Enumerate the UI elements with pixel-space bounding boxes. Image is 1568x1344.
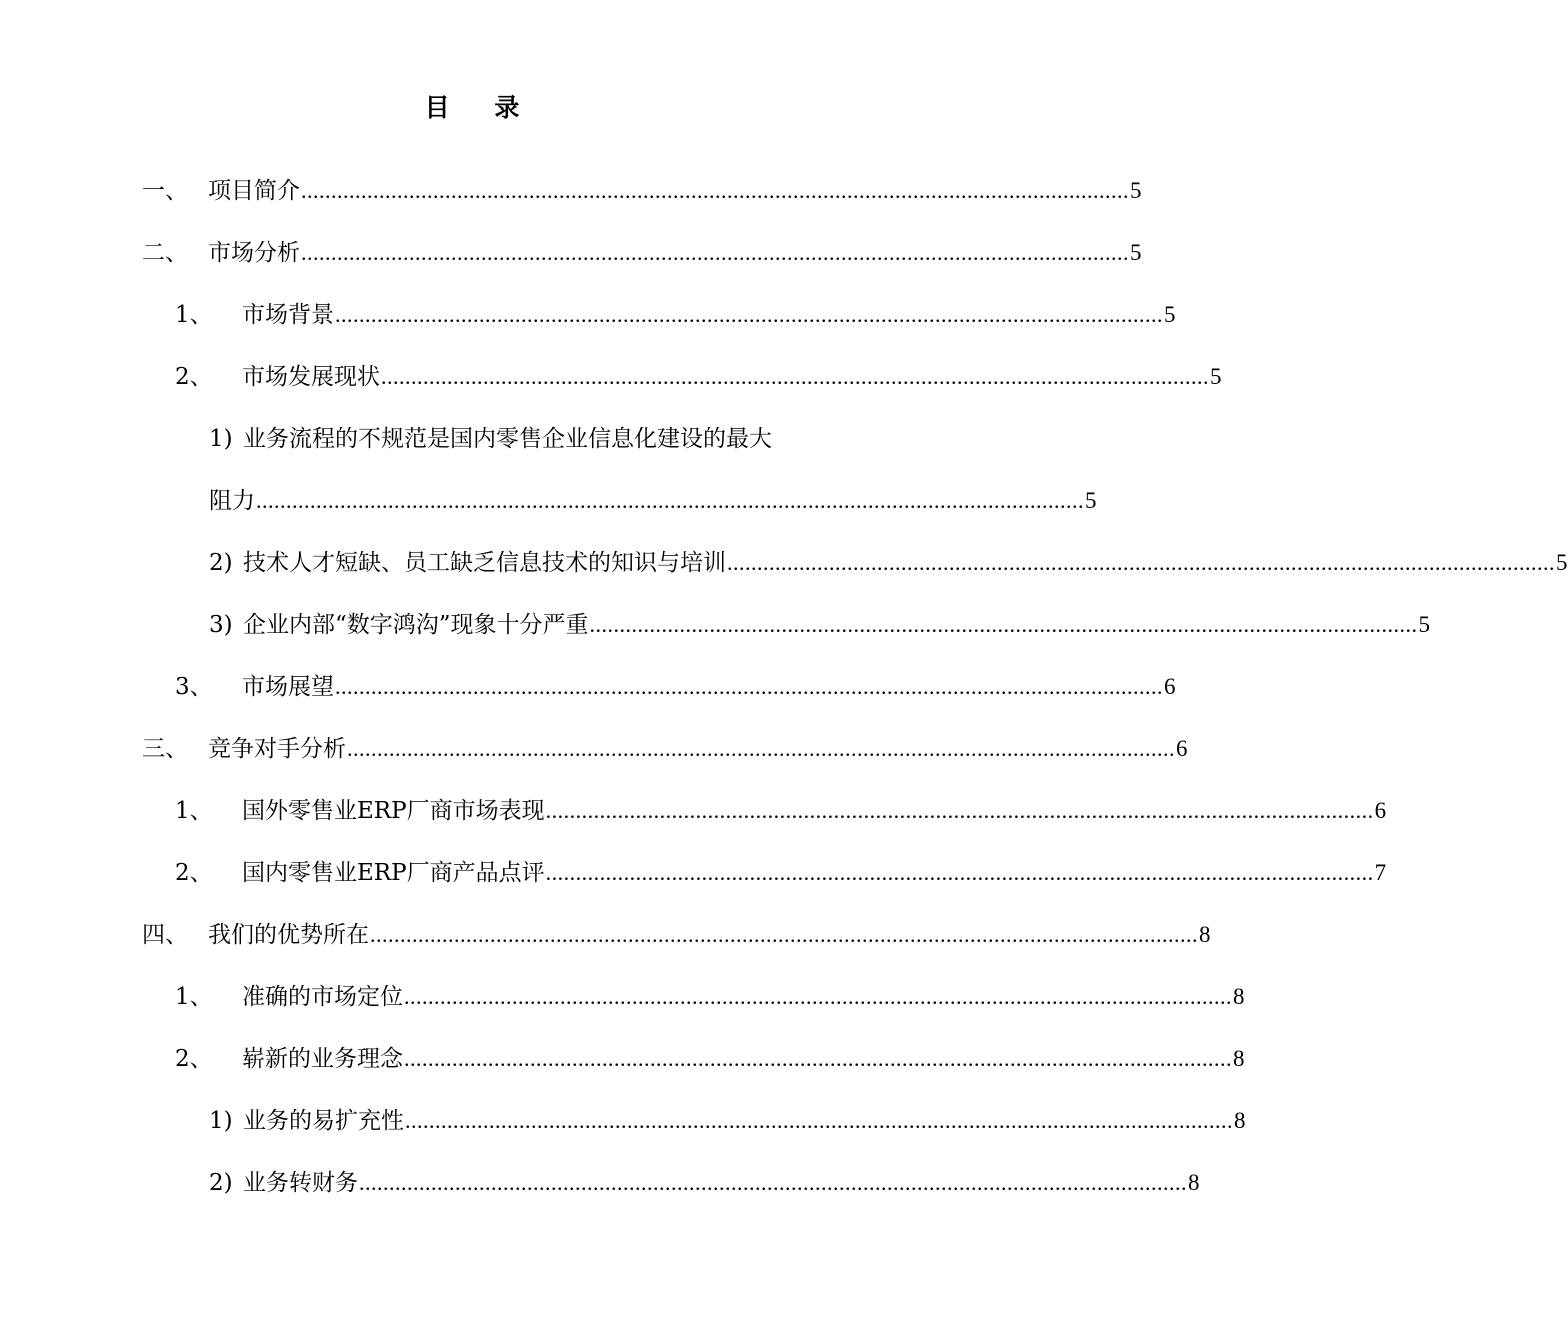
toc-entry-title: 业务流程的不规范是国内零售企业信息化建设的最大 [243, 426, 772, 452]
toc-entry[interactable] [142, 228, 1142, 268]
toc-entry-page: 7 [1374, 860, 1387, 885]
toc-entry-title-continuation: 阻力 [209, 488, 255, 514]
toc-entry-title: 市场发展现状 [242, 364, 380, 390]
toc-entry-title: 竞争对手分析 [208, 736, 346, 762]
toc-entry[interactable] [175, 352, 1222, 392]
toc-entry-number: 1、 [175, 984, 213, 1010]
toc-dot-leader: .......................................................................................................................................... [545, 798, 1374, 823]
toc-entry-first-line[interactable] [209, 414, 772, 454]
toc-entry[interactable] [142, 910, 1211, 950]
toc-entry-page: 8 [1233, 1046, 1245, 1071]
toc-entry[interactable] [209, 600, 1431, 640]
toc-entry-page: 5 [1130, 240, 1142, 265]
toc-entry[interactable] [175, 1034, 1245, 1074]
toc-entry-number: 二、 [142, 240, 188, 266]
toc-entry-number: 2、 [175, 364, 213, 390]
toc-entry-title: 国内零售业ERP厂商产品点评 [242, 860, 545, 886]
toc-dot-leader: .......................................................................................................................................... [256, 488, 1084, 513]
toc-entry-number: 三、 [142, 736, 188, 762]
toc-entry-page: 8 [1234, 1108, 1246, 1133]
toc-entry[interactable] [209, 1158, 1200, 1198]
toc-entry-number: 一、 [142, 178, 188, 204]
toc-entry-number: 1、 [175, 798, 213, 824]
toc-entry-title: 我们的优势所在 [208, 922, 369, 948]
toc-entry-page: 8 [1199, 922, 1211, 947]
toc-entry-number: 3、 [175, 674, 213, 700]
toc-entry-page: 5 [1130, 178, 1142, 203]
toc-entry-page: 6 [1374, 798, 1387, 823]
toc-entry[interactable] [175, 848, 1387, 888]
toc-entry-title: 业务转财务 [243, 1170, 358, 1196]
toc-dot-leader: .......................................................................................................................................... [370, 922, 1198, 947]
toc-entry-number: 1、 [175, 302, 213, 328]
toc-dot-leader: .......................................................................................................................................... [381, 364, 1209, 389]
toc-entry-number: 2、 [175, 860, 213, 886]
toc-entry[interactable] [209, 538, 1568, 578]
toc-entry-number: 2) [209, 550, 233, 576]
toc-entry-title: 准确的市场定位 [242, 984, 403, 1010]
toc-dot-leader: .......................................................................................................................................... [335, 302, 1163, 327]
toc-entry[interactable] [175, 972, 1245, 1012]
toc-entry[interactable] [175, 290, 1176, 330]
toc-entry-title: 市场背景 [242, 302, 334, 328]
toc-entry-page: 5 [1085, 488, 1097, 513]
toc-entry-page: 5 [1210, 364, 1222, 389]
toc-entry-page: 5 [1556, 550, 1568, 575]
toc-entry-page: 6 [1176, 736, 1188, 761]
toc-entry-number: 四、 [142, 922, 188, 948]
toc-entry-number: 2) [209, 1170, 233, 1196]
toc-dot-leader: .......................................................................................................................................... [335, 674, 1163, 699]
toc-dot-leader: .......................................................................................................................................... [404, 984, 1232, 1009]
toc-entry[interactable] [175, 786, 1387, 826]
toc-dot-leader: .......................................................................................................................................... [727, 550, 1555, 575]
toc-entry-title: 业务的易扩充性 [243, 1108, 404, 1134]
toc-entry-number: 1) [209, 1108, 233, 1134]
toc-entry-page: 8 [1233, 984, 1245, 1009]
toc-entry[interactable] [142, 724, 1188, 764]
toc-entry-continuation[interactable] [209, 476, 1097, 516]
toc-entry-number: 2、 [175, 1046, 213, 1072]
toc-entry-title: 企业内部“数字鸿沟”现象十分严重 [243, 612, 589, 638]
toc-entry-page: 5 [1418, 612, 1431, 637]
toc-entry-number: 1) [209, 426, 233, 452]
toc-entry-title: 技术人才短缺、员工缺乏信息技术的知识与培训 [243, 550, 726, 576]
toc-dot-leader: .......................................................................................................................................... [405, 1108, 1233, 1133]
toc-dot-leader: .......................................................................................................................................... [301, 178, 1129, 203]
toc-dot-leader: .......................................................................................................................................... [404, 1046, 1232, 1071]
toc-entry[interactable] [209, 1096, 1246, 1136]
toc-entry[interactable] [142, 166, 1142, 206]
toc-entry-number: 3) [209, 612, 233, 638]
toc-entry-title: 项目简介 [208, 178, 300, 204]
toc-entry-page: 5 [1164, 302, 1176, 327]
toc-entry[interactable] [175, 662, 1176, 702]
toc-entry-title: 市场分析 [208, 240, 300, 266]
toc-entry-title: 崭新的业务理念 [242, 1046, 403, 1072]
toc-dot-leader: .......................................................................................................................................... [545, 860, 1374, 885]
toc-dot-leader: .......................................................................................................................................... [359, 1170, 1187, 1195]
toc-dot-leader: .......................................................................................................................................... [301, 240, 1129, 265]
toc-entry-page: 8 [1188, 1170, 1200, 1195]
toc-entry-title: 市场展望 [242, 674, 334, 700]
toc-entry-page: 6 [1164, 674, 1176, 699]
toc-entry-title: 国外零售业ERP厂商市场表现 [242, 798, 545, 824]
toc-dot-leader: .......................................................................................................................................... [589, 612, 1418, 637]
toc-dot-leader: .......................................................................................................................................... [347, 736, 1175, 761]
toc-title: 目 录 [424, 93, 538, 122]
